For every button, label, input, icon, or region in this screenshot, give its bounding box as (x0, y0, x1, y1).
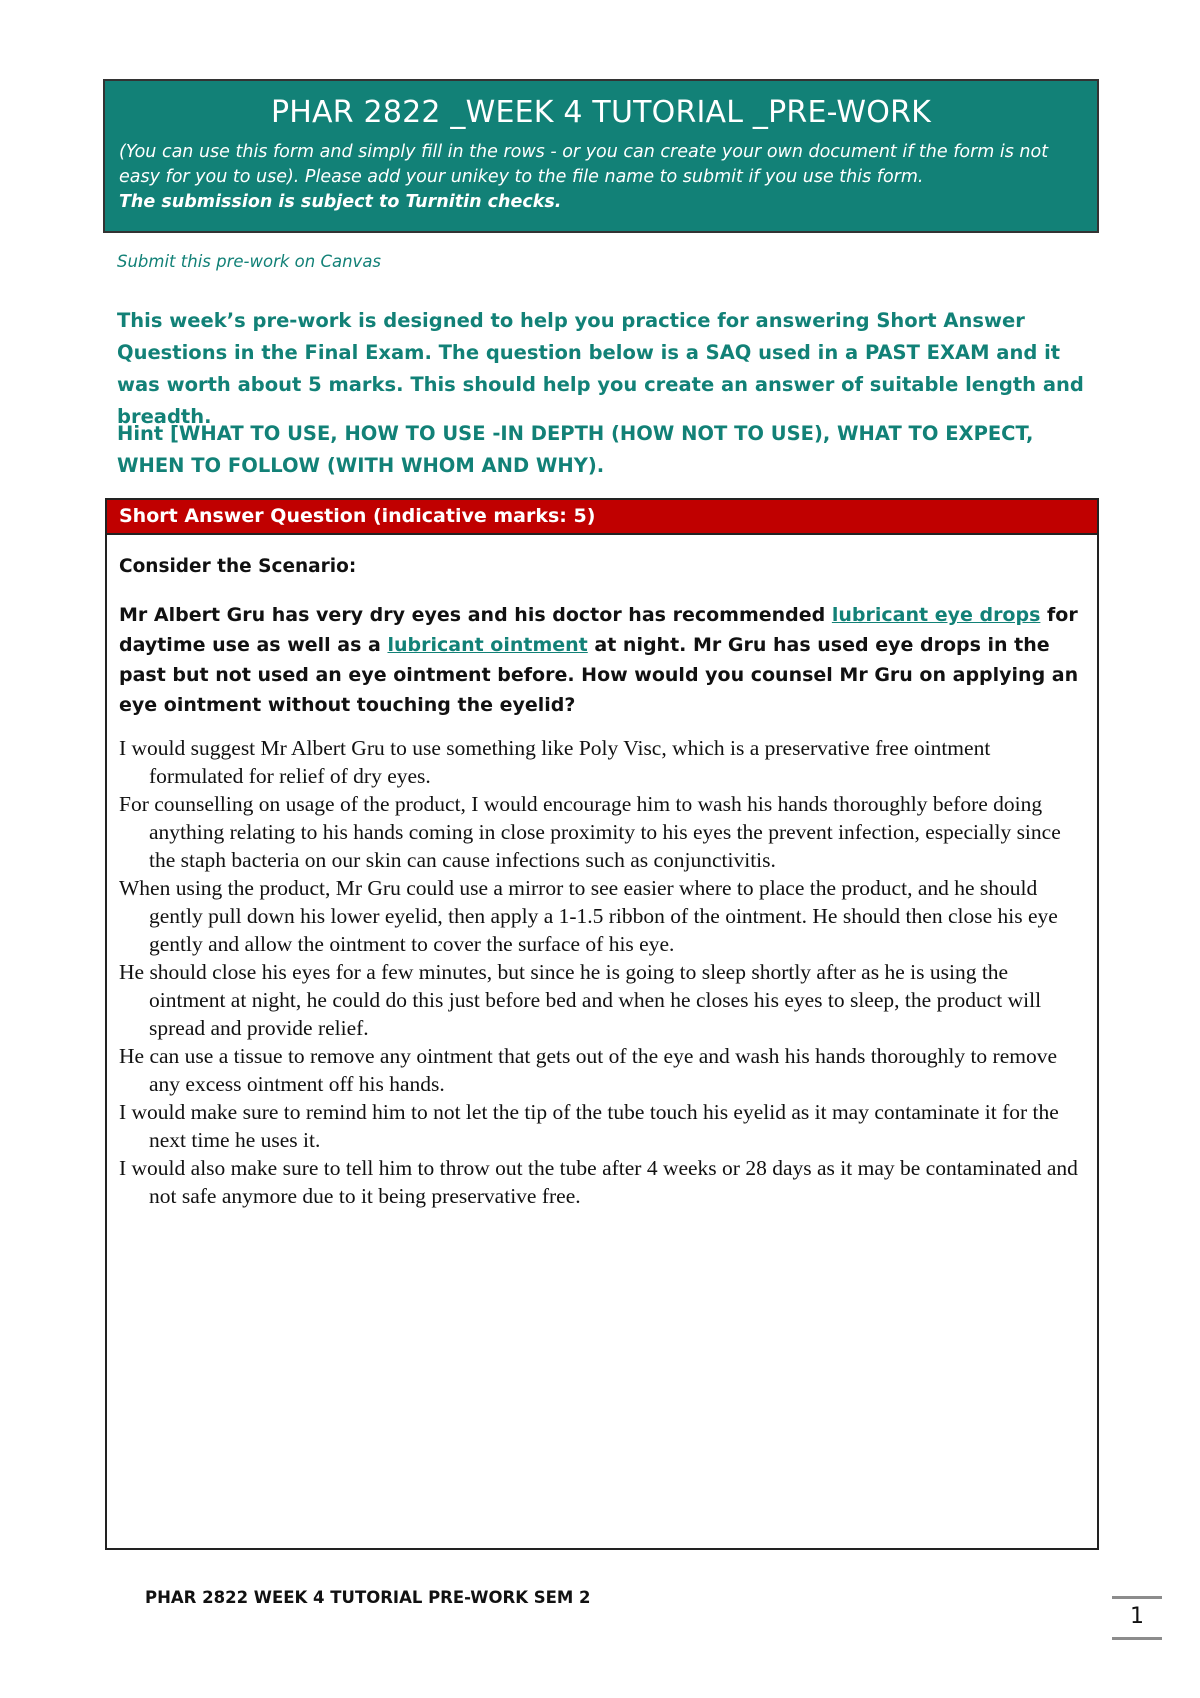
answer-paragraph: For counselling on usage of the product, I would encourage him to wash his hands thoroughly before doing anything relating to his hands coming in close proximity to his eyes the prevent infection, especially since the staph bacteria on our skin can cause infections such as conjunctivitis. (119, 792, 1061, 872)
answer-paragraph: I would make sure to remind him to not let the tip of the tube touch his eyelid as it may contaminate it for the next time he uses it. (119, 1100, 1059, 1152)
title-banner (103, 79, 1099, 233)
turnitin-notice: The submission is subject to Turnitin checks. (119, 192, 562, 212)
answer-paragraph: When using the product, Mr Gru could use a mirror to see easier where to place the product, and he should gently pull down his lower eyelid, then apply a 1-1.5 ribbon of the ointment. He should then close his eye gently and allow the ointment to cover the surface of his eye. (119, 876, 1058, 956)
footer-text: PHAR 2822 WEEK 4 TUTORIAL PRE-WORK SEM 2 (145, 1588, 591, 1607)
page-number-block (1112, 1596, 1162, 1640)
question-text: for daytime use as well as a (119, 604, 1078, 656)
page-number-rule-top (1112, 1596, 1162, 1599)
answer-paragraph: I would suggest Mr Albert Gru to use something like Poly Visc, which is a preservative free ointment formulated for relief of dry eyes. (119, 736, 991, 788)
scenario-question (119, 600, 1087, 720)
submit-instruction: Submit this pre-work on Canvas (117, 252, 382, 271)
lubricant-eye-drops-link[interactable]: lubricant eye drops (831, 604, 1041, 626)
answer-paragraph: He should close his eyes for a few minutes, but since he is going to sleep shortly after as he is using the ointment at night, he could do this just before bed and when he closes his eyes to sleep, the product will spread and provide relief. (119, 960, 1042, 1040)
page-number-rule-bottom (1112, 1637, 1162, 1640)
question-text: at night. Mr Gru has used eye drops in the past but not used an eye ointment before. How would you counsel Mr Gru on applying an eye ointment without touching the eyelid? (119, 634, 1079, 716)
hint-paragraph: Hint [WHAT TO USE, HOW TO USE -IN DEPTH (HOW NOT TO USE), WHAT TO EXPECT, WHEN TO FOLLOW (WITH WHOM AND WHY). (117, 422, 1034, 477)
answer-paragraph: I would also make sure to tell him to throw out the tube after 4 weeks or 28 days as it may be contaminated and not safe anymore due to it being preservative free. (119, 1156, 1078, 1208)
scenario-label: Consider the Scenario: (119, 556, 357, 577)
answer-area[interactable] (119, 734, 1089, 1210)
answer-paragraph: He can use a tissue to remove any ointment that gets out of the eye and wash his hands thoroughly to remove any excess ointment off his hands. (119, 1044, 1058, 1096)
intro-paragraph: This week’s pre-work is designed to help you practice for answering Short Answer Questions in the Final Exam. The question below is a SAQ used in a PAST EXAM and it was worth about 5 marks. This should help you create an answer of suitable length and breadth. (117, 309, 1084, 428)
saq-header: Short Answer Question (indicative marks: 5) (107, 500, 1097, 535)
form-instructions-text: (You can use this form and simply fill in the rows - or you can create your own document if the form is not easy for you to use). Please add your unikey to the file name to submit if you use this form. (119, 142, 1049, 187)
form-instructions (105, 130, 1097, 215)
page-number: 1 (1130, 1604, 1144, 1629)
lubricant-ointment-link[interactable]: lubricant ointment (387, 634, 588, 656)
question-text: Mr Albert Gru has very dry eyes and his doctor has recommended (119, 604, 832, 626)
saq-table (105, 498, 1099, 1550)
page-title: PHAR 2822 _WEEK 4 TUTORIAL _PRE-WORK (270, 95, 932, 130)
